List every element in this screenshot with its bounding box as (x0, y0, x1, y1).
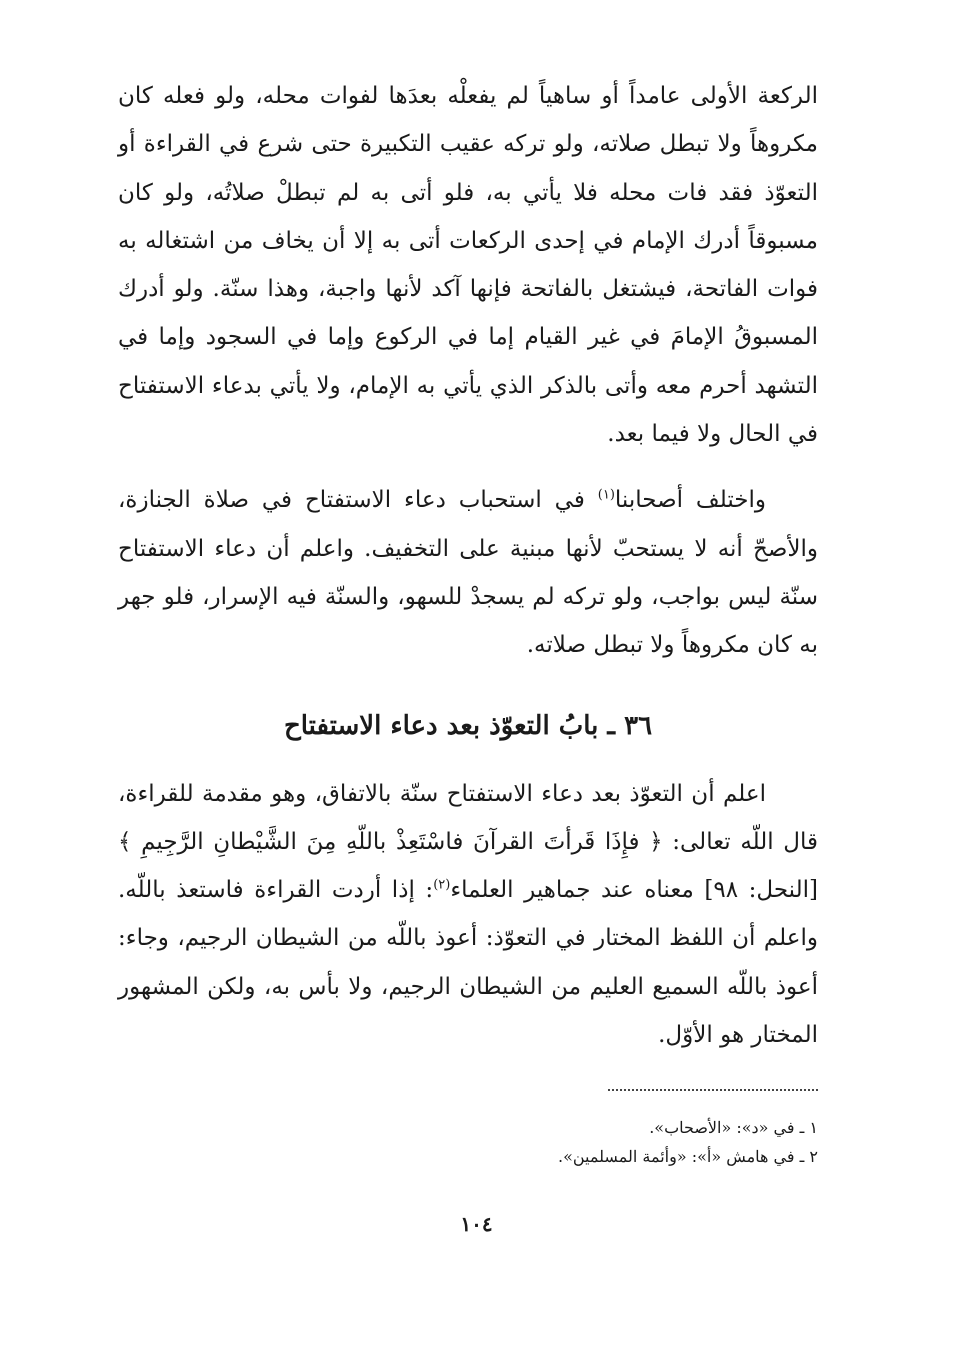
footnote-1: ١ ـ في «د»: «الأصحاب». (649, 1118, 818, 1138)
paragraph-istiftah-janaza (118, 476, 818, 669)
footnote-2: ٢ ـ في هامش «أ»: «وأئمة المسلمين». (558, 1147, 818, 1167)
paragraph-continuation: الركعة الأولى عامداً أو ساهياً لم يفعلْه بعدَها لفوات محله، ولو فعله كان مكروهاً ولا تبطل صلاته، ولو تركه عقيب التكبيرة حتى شرع في القراءة أو التعوّذ فقد فات محله فلا يأتي به، فلو أتى به لم تبطلْ صلاتُه، ولو كان مسبوقاً أدرك الإمام في إحدى الركعات أتى به إلا أن يخاف من اشتغاله به فوات الفاتحة، فيشتغل بالفاتحة فإنها آكد لأنها واجبة، وهذا سنّة. ولو أدرك المسبوقُ الإمامَ في غير القيام إما في الركوع وإما في السجود وإما في التشهد أحرم معه وأتى بالذكر الذي يأتي به الإمام، ولا يأتي بدعاء الاستفتاح في الحال ولا فيما بعد. (118, 83, 818, 448)
page-number: ١٠٤ (460, 1212, 493, 1236)
footnotes (118, 1113, 818, 1171)
paragraph-text-start: واختلف أصحابنا (614, 487, 766, 514)
paragraph-text-end: في استحباب دعاء الاستفتاح في صلاة الجنازة، والأصحّ أنه لا يستحبّ لأنها مبنية على التخفيف. واعلم أن دعاء الاستفتاح سنّة ليس بواجب، ولو تركه لم يسجدْ للسهو، والسنّة فيه الإسرار، فلو جهر به كان مكروهاً ولا تبطل صلاته. (118, 487, 818, 659)
page-body (118, 72, 818, 1171)
footnote-reference-2[interactable]: (٢) (433, 877, 451, 893)
paragraph-text-end: : إذا أردت القراءة فاستعذ باللّه. واعلم أن اللفظ المختار في التعوّذ: أعوذ باللّه من الشيطان الرجيم، وجاء: أعوذ باللّه السميع العليم من الشيطان الرجيم، ولا بأس به، ولكن المشهور المختار هو الأوّل. (118, 877, 818, 1049)
footnote-reference-1[interactable]: (١) (597, 487, 615, 503)
footnote-separator (608, 1089, 818, 1091)
paragraph-taawwudh (118, 770, 818, 1060)
chapter-title: ٣٦ ـ بابُ التعوّذ بعد دعاء الاستفتاح (283, 710, 653, 741)
paragraph-text-start: اعلم أن التعوّذ بعد دعاء الاستفتاح سنّة بالاتفاق، وهو مقدمة للقراءة، قال اللّه تعالى: ﴿ فإِذَا قَرأتَ القرآنَ فاسْتَعِذْ باللّهِ مِنَ الشَّيْطانِ الرَّجِيمِ ﴾ [النحل: ٩٨] معناه عند جماهير العلماء (118, 780, 818, 904)
